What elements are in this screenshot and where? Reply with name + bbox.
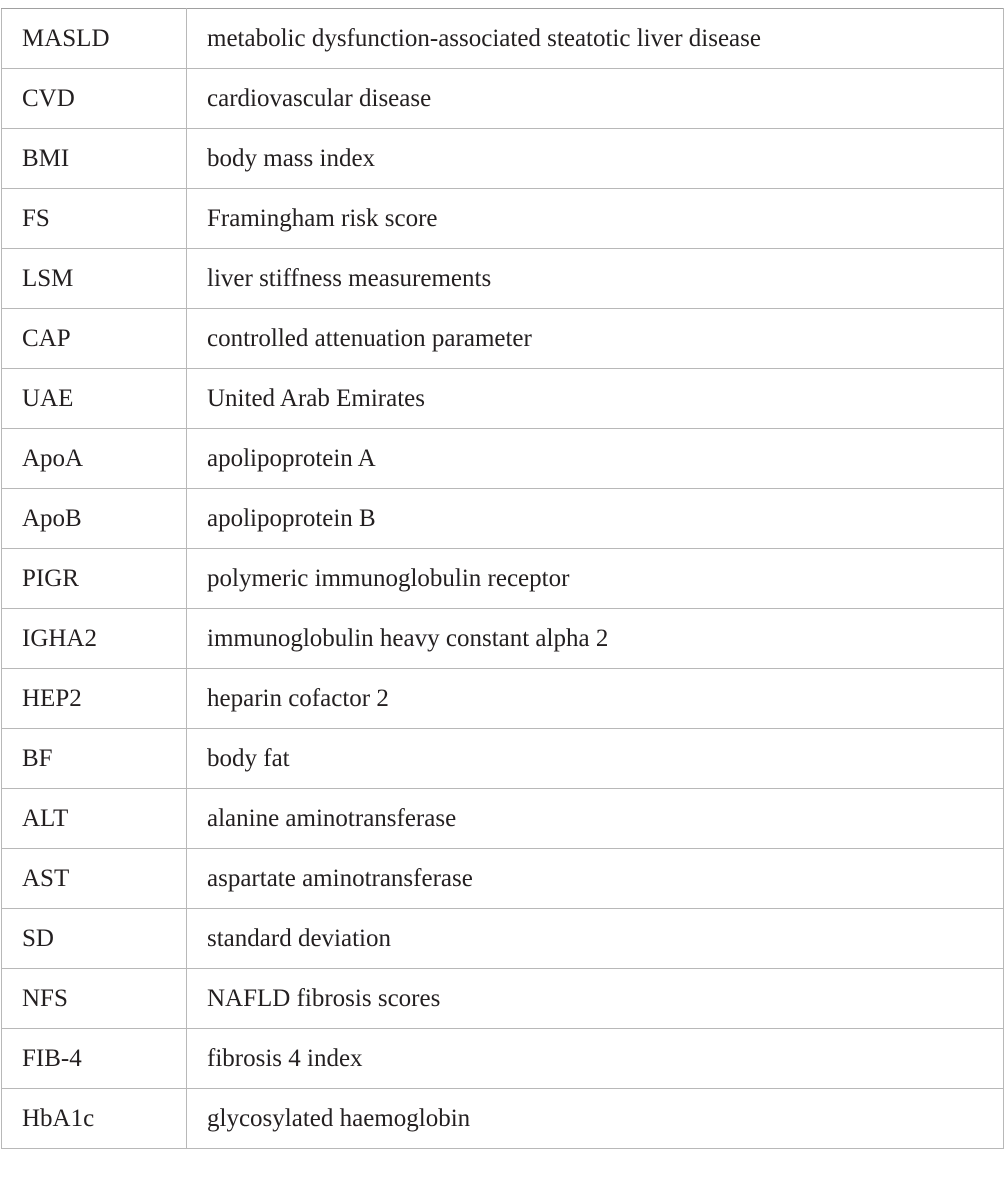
abbreviation-cell: LSM: [2, 249, 187, 309]
abbreviation-cell: HbA1c: [2, 1089, 187, 1149]
table-row: [2, 1029, 1004, 1089]
abbreviation-cell: ApoB: [2, 489, 187, 549]
table-row: [2, 129, 1004, 189]
table-row: [2, 1089, 1004, 1149]
table-row: [2, 429, 1004, 489]
abbreviations-table: [1, 8, 1004, 1149]
abbreviation-cell: IGHA2: [2, 609, 187, 669]
table-row: [2, 969, 1004, 1029]
definition-cell: controlled attenuation parameter: [187, 309, 1004, 369]
abbreviation-cell: CAP: [2, 309, 187, 369]
definition-cell: fibrosis 4 index: [187, 1029, 1004, 1089]
abbreviation-cell: FS: [2, 189, 187, 249]
abbreviation-cell: HEP2: [2, 669, 187, 729]
definition-cell: polymeric immunoglobulin receptor: [187, 549, 1004, 609]
definition-cell: metabolic dysfunction-associated steatotic liver disease: [187, 9, 1004, 69]
abbreviation-cell: FIB-4: [2, 1029, 187, 1089]
table-row: [2, 489, 1004, 549]
abbreviation-cell: NFS: [2, 969, 187, 1029]
definition-cell: Framingham risk score: [187, 189, 1004, 249]
abbreviation-cell: BMI: [2, 129, 187, 189]
definition-cell: immunoglobulin heavy constant alpha 2: [187, 609, 1004, 669]
definition-cell: liver stiffness measurements: [187, 249, 1004, 309]
definition-cell: apolipoprotein B: [187, 489, 1004, 549]
abbreviation-cell: ALT: [2, 789, 187, 849]
definition-cell: alanine aminotransferase: [187, 789, 1004, 849]
abbreviation-cell: UAE: [2, 369, 187, 429]
definition-cell: glycosylated haemoglobin: [187, 1089, 1004, 1149]
table-row: [2, 669, 1004, 729]
table-row: [2, 69, 1004, 129]
table-row: [2, 849, 1004, 909]
abbreviation-cell: ApoA: [2, 429, 187, 489]
abbreviations-table-body: [2, 9, 1004, 1149]
definition-cell: cardiovascular disease: [187, 69, 1004, 129]
table-row: [2, 909, 1004, 969]
definition-cell: body mass index: [187, 129, 1004, 189]
table-row: [2, 9, 1004, 69]
table-row: [2, 609, 1004, 669]
definition-cell: body fat: [187, 729, 1004, 789]
definition-cell: NAFLD fibrosis scores: [187, 969, 1004, 1029]
abbreviation-cell: PIGR: [2, 549, 187, 609]
table-row: [2, 729, 1004, 789]
definition-cell: heparin cofactor 2: [187, 669, 1004, 729]
definition-cell: standard deviation: [187, 909, 1004, 969]
definition-cell: apolipoprotein A: [187, 429, 1004, 489]
table-row: [2, 249, 1004, 309]
table-row: [2, 789, 1004, 849]
table-row: [2, 309, 1004, 369]
definition-cell: United Arab Emirates: [187, 369, 1004, 429]
abbreviation-cell: MASLD: [2, 9, 187, 69]
definition-cell: aspartate aminotransferase: [187, 849, 1004, 909]
table-row: [2, 369, 1004, 429]
abbreviation-cell: SD: [2, 909, 187, 969]
abbreviation-cell: AST: [2, 849, 187, 909]
abbreviation-cell: BF: [2, 729, 187, 789]
abbreviation-cell: CVD: [2, 69, 187, 129]
table-row: [2, 189, 1004, 249]
table-row: [2, 549, 1004, 609]
